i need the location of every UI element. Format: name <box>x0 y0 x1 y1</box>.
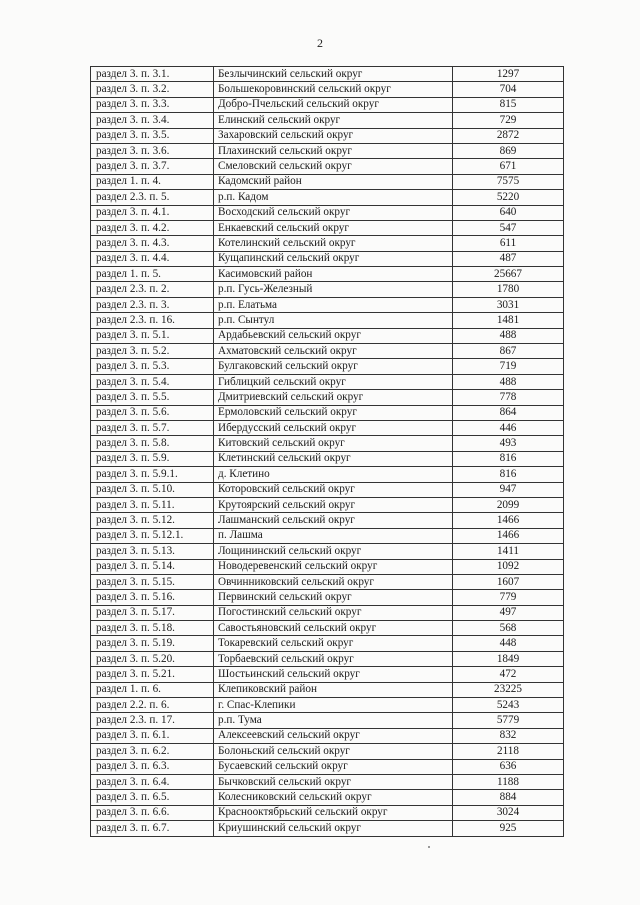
section-reference: раздел 3. п. 5.21. <box>91 667 214 682</box>
table-row <box>91 497 564 512</box>
territory-name: г. Спас-Клепики <box>214 698 453 713</box>
population-value: 493 <box>453 436 564 451</box>
territory-name: Гиблицкий сельский округ <box>214 374 453 389</box>
table-row <box>91 190 564 205</box>
section-reference: раздел 3. п. 5.9.1. <box>91 467 214 482</box>
section-reference: раздел 3. п. 5.3. <box>91 359 214 374</box>
table-row <box>91 451 564 466</box>
population-value: 3031 <box>453 297 564 312</box>
table-row <box>91 313 564 328</box>
territory-name: Ардабьевский сельский округ <box>214 328 453 343</box>
table-row <box>91 713 564 728</box>
table-row <box>91 344 564 359</box>
section-reference: раздел 2.3. п. 2. <box>91 282 214 297</box>
territory-name: Алексеевский сельский округ <box>214 728 453 743</box>
table-row <box>91 590 564 605</box>
territory-name: Бусаевский сельский округ <box>214 759 453 774</box>
population-value: 640 <box>453 205 564 220</box>
population-value: 547 <box>453 220 564 235</box>
territory-name: Токаревский сельский округ <box>214 636 453 651</box>
territory-name: р.п. Тума <box>214 713 453 728</box>
table-row <box>91 82 564 97</box>
section-reference: раздел 1. п. 4. <box>91 174 214 189</box>
section-reference: раздел 3. п. 6.4. <box>91 774 214 789</box>
population-value: 5243 <box>453 698 564 713</box>
section-reference: раздел 3. п. 6.1. <box>91 728 214 743</box>
population-value: 1188 <box>453 774 564 789</box>
territory-name: Новодеревенский сельский округ <box>214 559 453 574</box>
population-value: 867 <box>453 344 564 359</box>
territory-name: Шостьинский сельский округ <box>214 667 453 682</box>
population-value: 446 <box>453 420 564 435</box>
table-row <box>91 390 564 405</box>
section-reference: раздел 3. п. 3.7. <box>91 159 214 174</box>
table-row <box>91 482 564 497</box>
table-row <box>91 359 564 374</box>
territory-name: Кущапинский сельский округ <box>214 251 453 266</box>
territory-name: Енкаевский сельский округ <box>214 220 453 235</box>
territory-name: р.п. Сынтул <box>214 313 453 328</box>
section-reference: раздел 3. п. 5.14. <box>91 559 214 574</box>
table-row <box>91 728 564 743</box>
table-row <box>91 236 564 251</box>
table-row <box>91 467 564 482</box>
territory-name: Смеловский сельский округ <box>214 159 453 174</box>
table-row <box>91 174 564 189</box>
territory-name: р.п. Кадом <box>214 190 453 205</box>
section-reference: раздел 3. п. 5.10. <box>91 482 214 497</box>
section-reference: раздел 2.3. п. 5. <box>91 190 214 205</box>
section-reference: раздел 3. п. 5.5. <box>91 390 214 405</box>
table-row <box>91 128 564 143</box>
section-reference: раздел 3. п. 5.20. <box>91 651 214 666</box>
population-value: 925 <box>453 821 564 836</box>
population-value: 611 <box>453 236 564 251</box>
territory-name: Торбаевский сельский округ <box>214 651 453 666</box>
section-reference: раздел 3. п. 5.9. <box>91 451 214 466</box>
population-value: 5220 <box>453 190 564 205</box>
population-value: 1607 <box>453 574 564 589</box>
territory-name: р.п. Гусь-Железный <box>214 282 453 297</box>
territory-name: Погостинский сельский округ <box>214 605 453 620</box>
territory-name: п. Лашма <box>214 528 453 543</box>
section-reference: раздел 3. п. 6.6. <box>91 805 214 820</box>
population-value: 1297 <box>453 67 564 82</box>
table-row <box>91 220 564 235</box>
section-reference: раздел 3. п. 5.8. <box>91 436 214 451</box>
table-row <box>91 267 564 282</box>
territory-name: Клепиковский район <box>214 682 453 697</box>
population-value: 704 <box>453 82 564 97</box>
population-value: 778 <box>453 390 564 405</box>
section-reference: раздел 3. п. 4.2. <box>91 220 214 235</box>
section-reference: раздел 3. п. 3.5. <box>91 128 214 143</box>
section-reference: раздел 3. п. 3.3. <box>91 97 214 112</box>
territory-name: Лашманский сельский округ <box>214 513 453 528</box>
table-row <box>91 821 564 836</box>
table-row <box>91 651 564 666</box>
section-reference: раздел 3. п. 5.17. <box>91 605 214 620</box>
population-value: 1780 <box>453 282 564 297</box>
population-value: 1849 <box>453 651 564 666</box>
population-value: 816 <box>453 451 564 466</box>
population-value: 1466 <box>453 528 564 543</box>
section-reference: раздел 3. п. 6.7. <box>91 821 214 836</box>
population-value: 869 <box>453 143 564 158</box>
population-value: 5779 <box>453 713 564 728</box>
population-value: 488 <box>453 374 564 389</box>
table-row <box>91 805 564 820</box>
population-value: 568 <box>453 621 564 636</box>
table-row <box>91 574 564 589</box>
table-row <box>91 205 564 220</box>
territory-name: Крутоярский сельский округ <box>214 497 453 512</box>
table-row <box>91 636 564 651</box>
section-reference: раздел 3. п. 3.1. <box>91 67 214 82</box>
table-row <box>91 328 564 343</box>
section-reference: раздел 3. п. 6.2. <box>91 744 214 759</box>
population-value: 1411 <box>453 544 564 559</box>
territory-name: Китовский сельский округ <box>214 436 453 451</box>
territory-name: Краснооктябрьский сельский округ <box>214 805 453 820</box>
territory-name: Бычковский сельский округ <box>214 774 453 789</box>
section-reference: раздел 1. п. 5. <box>91 267 214 282</box>
population-value: 2099 <box>453 497 564 512</box>
section-reference: раздел 3. п. 4.4. <box>91 251 214 266</box>
section-reference: раздел 2.3. п. 16. <box>91 313 214 328</box>
data-table <box>90 66 564 837</box>
territory-name: Захаровский сельский округ <box>214 128 453 143</box>
territory-name: д. Клетино <box>214 467 453 482</box>
population-value: 815 <box>453 97 564 112</box>
table-row <box>91 374 564 389</box>
table-row <box>91 559 564 574</box>
section-reference: раздел 2.2. п. 6. <box>91 698 214 713</box>
table-row <box>91 251 564 266</box>
territory-name: Ибердусский сельский округ <box>214 420 453 435</box>
table-row <box>91 143 564 158</box>
table-row <box>91 790 564 805</box>
table-row <box>91 159 564 174</box>
table-row <box>91 436 564 451</box>
page-number: 2 <box>317 36 323 50</box>
territory-name: Которовский сельский округ <box>214 482 453 497</box>
table-row <box>91 744 564 759</box>
table-row <box>91 605 564 620</box>
territory-name: Ахматовский сельский округ <box>214 344 453 359</box>
section-reference: раздел 3. п. 5.15. <box>91 574 214 589</box>
territory-name: р.п. Елатьма <box>214 297 453 312</box>
table-row <box>91 544 564 559</box>
table-body <box>91 67 564 837</box>
section-reference: раздел 3. п. 5.16. <box>91 590 214 605</box>
section-reference: раздел 2.3. п. 17. <box>91 713 214 728</box>
population-value: 884 <box>453 790 564 805</box>
population-value: 947 <box>453 482 564 497</box>
population-value: 729 <box>453 113 564 128</box>
population-value: 636 <box>453 759 564 774</box>
section-reference: раздел 3. п. 5.12. <box>91 513 214 528</box>
territory-name: Колесниковский сельский округ <box>214 790 453 805</box>
population-value: 719 <box>453 359 564 374</box>
territory-name: Болоньский сельский округ <box>214 744 453 759</box>
table-row <box>91 513 564 528</box>
population-value: 816 <box>453 467 564 482</box>
section-reference: раздел 2.3. п. 3. <box>91 297 214 312</box>
table-row <box>91 621 564 636</box>
table-row <box>91 113 564 128</box>
territory-name: Добро-Пчельский сельский округ <box>214 97 453 112</box>
section-reference: раздел 1. п. 6. <box>91 682 214 697</box>
population-value: 1092 <box>453 559 564 574</box>
section-reference: раздел 3. п. 3.4. <box>91 113 214 128</box>
population-value: 23225 <box>453 682 564 697</box>
table-row <box>91 774 564 789</box>
territory-name: Клетинский сельский округ <box>214 451 453 466</box>
territory-name: Первинский сельский округ <box>214 590 453 605</box>
population-value: 7575 <box>453 174 564 189</box>
territory-name: Ермоловский сельский округ <box>214 405 453 420</box>
table-row <box>91 528 564 543</box>
population-value: 472 <box>453 667 564 682</box>
table-row <box>91 405 564 420</box>
section-reference: раздел 3. п. 4.3. <box>91 236 214 251</box>
section-reference: раздел 3. п. 3.2. <box>91 82 214 97</box>
section-reference: раздел 3. п. 5.4. <box>91 374 214 389</box>
table-row <box>91 682 564 697</box>
territory-name: Кадомский район <box>214 174 453 189</box>
population-value: 3024 <box>453 805 564 820</box>
territory-name: Булгаковский сельский округ <box>214 359 453 374</box>
territory-name: Восходский сельский округ <box>214 205 453 220</box>
section-reference: раздел 3. п. 5.18. <box>91 621 214 636</box>
table-row <box>91 97 564 112</box>
section-reference: раздел 3. п. 5.19. <box>91 636 214 651</box>
section-reference: раздел 3. п. 5.11. <box>91 497 214 512</box>
section-reference: раздел 3. п. 5.1. <box>91 328 214 343</box>
population-value: 497 <box>453 605 564 620</box>
population-value: 2118 <box>453 744 564 759</box>
table-row <box>91 667 564 682</box>
population-value: 25667 <box>453 267 564 282</box>
table-row <box>91 759 564 774</box>
section-reference: раздел 3. п. 4.1. <box>91 205 214 220</box>
table-row <box>91 420 564 435</box>
population-value: 864 <box>453 405 564 420</box>
territory-name: Елинский сельский округ <box>214 113 453 128</box>
section-reference: раздел 3. п. 5.12.1. <box>91 528 214 543</box>
territory-name: Савостьяновский сельский округ <box>214 621 453 636</box>
territory-name: Дмитриевский сельский округ <box>214 390 453 405</box>
population-value: 487 <box>453 251 564 266</box>
section-reference: раздел 3. п. 5.13. <box>91 544 214 559</box>
section-reference: раздел 3. п. 6.5. <box>91 790 214 805</box>
territory-name: Криушинский сельский округ <box>214 821 453 836</box>
population-value: 1481 <box>453 313 564 328</box>
section-reference: раздел 3. п. 3.6. <box>91 143 214 158</box>
territory-name: Овчинниковский сельский округ <box>214 574 453 589</box>
population-value: 779 <box>453 590 564 605</box>
table-row <box>91 297 564 312</box>
section-reference: раздел 3. п. 5.7. <box>91 420 214 435</box>
table-row <box>91 698 564 713</box>
territory-name: Плахинский сельский округ <box>214 143 453 158</box>
population-value: 1466 <box>453 513 564 528</box>
table-row <box>91 282 564 297</box>
territory-name: Большекоровинский сельский округ <box>214 82 453 97</box>
scan-speck <box>428 846 430 848</box>
section-reference: раздел 3. п. 5.2. <box>91 344 214 359</box>
population-value: 488 <box>453 328 564 343</box>
territory-name: Безлычинский сельский округ <box>214 67 453 82</box>
section-reference: раздел 3. п. 5.6. <box>91 405 214 420</box>
population-value: 448 <box>453 636 564 651</box>
population-value: 832 <box>453 728 564 743</box>
territory-name: Касимовский район <box>214 267 453 282</box>
table-row <box>91 67 564 82</box>
territory-name: Лощининский сельский округ <box>214 544 453 559</box>
section-reference: раздел 3. п. 6.3. <box>91 759 214 774</box>
population-value: 671 <box>453 159 564 174</box>
population-value: 2872 <box>453 128 564 143</box>
territory-name: Котелинский сельский округ <box>214 236 453 251</box>
